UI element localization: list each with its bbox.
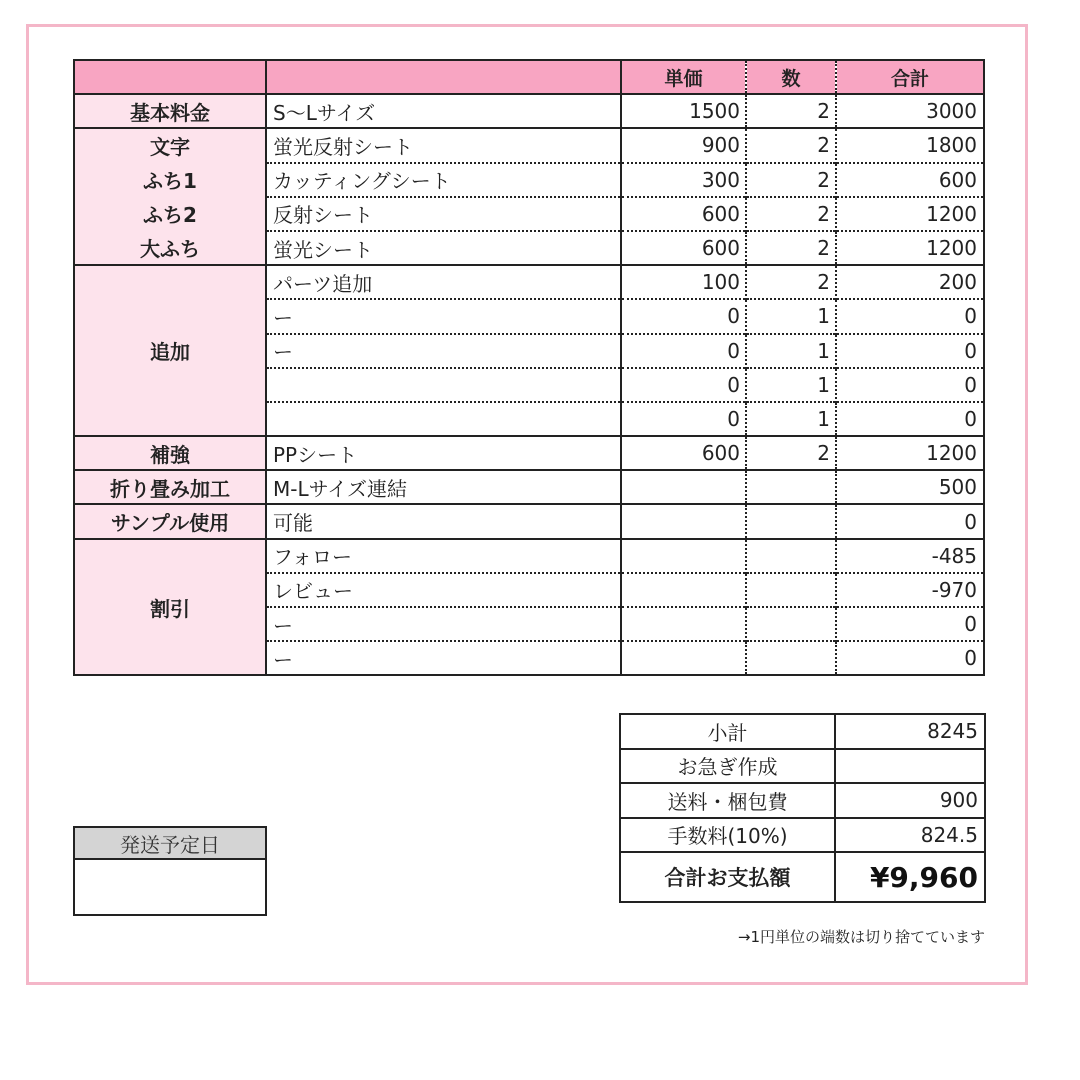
header-category [74, 60, 266, 94]
row-total: 500 [836, 470, 984, 504]
subtotal-row [620, 714, 985, 749]
row-unit-price: 0 [621, 402, 746, 436]
row-total: 0 [836, 641, 984, 675]
row-category: 文字 [74, 128, 266, 162]
table-row [74, 197, 984, 231]
row-item: 蛍光シート [266, 231, 621, 265]
row-unit-price: 600 [621, 436, 746, 470]
table-row [74, 436, 984, 470]
subtotal-label: 小計 [620, 714, 835, 749]
row-item: 可能 [266, 504, 621, 538]
table-row [74, 231, 984, 265]
header-unit-price: 単価 [621, 60, 746, 94]
row-category: 追加 [74, 265, 266, 436]
row-category: 折り畳み加工 [74, 470, 266, 504]
row-unit-price [621, 470, 746, 504]
ship-date-value [74, 859, 266, 915]
price-table [73, 59, 985, 676]
row-item: カッティングシート [266, 163, 621, 197]
table-header-row [74, 60, 984, 94]
row-qty: 1 [746, 299, 836, 333]
fee-label: 手数料(10%) [620, 818, 835, 853]
rush-row [620, 749, 985, 784]
row-total: 0 [836, 504, 984, 538]
row-unit-price: 1500 [621, 94, 746, 128]
row-total: 200 [836, 265, 984, 299]
table-row [74, 504, 984, 538]
row-item: 反射シート [266, 197, 621, 231]
table-row [74, 128, 984, 162]
grand-total-label: 合計お支払額 [620, 852, 835, 902]
table-row [74, 94, 984, 128]
row-unit-price: 900 [621, 128, 746, 162]
row-qty: 2 [746, 265, 836, 299]
grand-total-value: ¥9,960 [835, 852, 985, 902]
ship-date-box [73, 826, 267, 916]
grand-total-row [620, 852, 985, 902]
row-unit-price: 600 [621, 197, 746, 231]
row-unit-price [621, 504, 746, 538]
row-total: 0 [836, 368, 984, 402]
table-row [74, 470, 984, 504]
row-unit-price [621, 607, 746, 641]
row-total: 1200 [836, 436, 984, 470]
shipping-label: 送料・梱包費 [620, 783, 835, 818]
row-item [266, 402, 621, 436]
row-item: レビュー [266, 573, 621, 607]
ship-date-label: 発送予定日 [74, 827, 266, 859]
row-qty [746, 641, 836, 675]
row-total: -970 [836, 573, 984, 607]
row-qty [746, 573, 836, 607]
row-total: 0 [836, 402, 984, 436]
row-category: ふち1 [74, 163, 266, 197]
shipping-value: 900 [835, 783, 985, 818]
header-item [266, 60, 621, 94]
row-qty [746, 470, 836, 504]
row-qty [746, 607, 836, 641]
row-unit-price: 0 [621, 299, 746, 333]
row-qty: 1 [746, 368, 836, 402]
row-qty [746, 539, 836, 573]
header-qty: 数 [746, 60, 836, 94]
row-qty: 2 [746, 128, 836, 162]
row-unit-price: 0 [621, 368, 746, 402]
row-qty: 1 [746, 334, 836, 368]
row-item: PPシート [266, 436, 621, 470]
row-qty [746, 504, 836, 538]
row-total: 0 [836, 334, 984, 368]
row-item: ー [266, 334, 621, 368]
row-item: ー [266, 299, 621, 333]
rounding-note: →1円単位の端数は切り捨てています [737, 928, 985, 946]
rush-label: お急ぎ作成 [620, 749, 835, 784]
row-unit-price: 300 [621, 163, 746, 197]
row-unit-price: 100 [621, 265, 746, 299]
row-category: 基本料金 [74, 94, 266, 128]
row-qty: 1 [746, 402, 836, 436]
row-item: M-Lサイズ連結 [266, 470, 621, 504]
row-qty: 2 [746, 436, 836, 470]
row-unit-price: 600 [621, 231, 746, 265]
shipping-row [620, 783, 985, 818]
row-item: ー [266, 641, 621, 675]
header-total: 合計 [836, 60, 984, 94]
row-total: 1800 [836, 128, 984, 162]
row-total: 1200 [836, 197, 984, 231]
fee-value: 824.5 [835, 818, 985, 853]
fee-row [620, 818, 985, 853]
row-total: 0 [836, 607, 984, 641]
row-total: -485 [836, 539, 984, 573]
row-category: サンプル使用 [74, 504, 266, 538]
row-unit-price [621, 539, 746, 573]
row-item: 蛍光反射シート [266, 128, 621, 162]
row-unit-price [621, 573, 746, 607]
row-category: 補強 [74, 436, 266, 470]
table-row [74, 265, 984, 299]
row-unit-price [621, 641, 746, 675]
row-total: 1200 [836, 231, 984, 265]
row-qty: 2 [746, 163, 836, 197]
summary-table [619, 713, 986, 903]
row-category: ふち2 [74, 197, 266, 231]
row-category: 割引 [74, 539, 266, 676]
row-item: フォロー [266, 539, 621, 573]
row-category: 大ふち [74, 231, 266, 265]
row-item [266, 368, 621, 402]
table-row [74, 163, 984, 197]
row-qty: 2 [746, 94, 836, 128]
subtotal-value: 8245 [927, 719, 978, 744]
row-total: 0 [836, 299, 984, 333]
row-item: S〜Lサイズ [266, 94, 621, 128]
row-qty: 2 [746, 231, 836, 265]
row-item: ー [266, 607, 621, 641]
row-qty: 2 [746, 197, 836, 231]
row-item: パーツ追加 [266, 265, 621, 299]
row-unit-price: 0 [621, 334, 746, 368]
row-total: 3000 [836, 94, 984, 128]
table-row [74, 539, 984, 573]
rush-value [835, 749, 985, 784]
row-total: 600 [836, 163, 984, 197]
